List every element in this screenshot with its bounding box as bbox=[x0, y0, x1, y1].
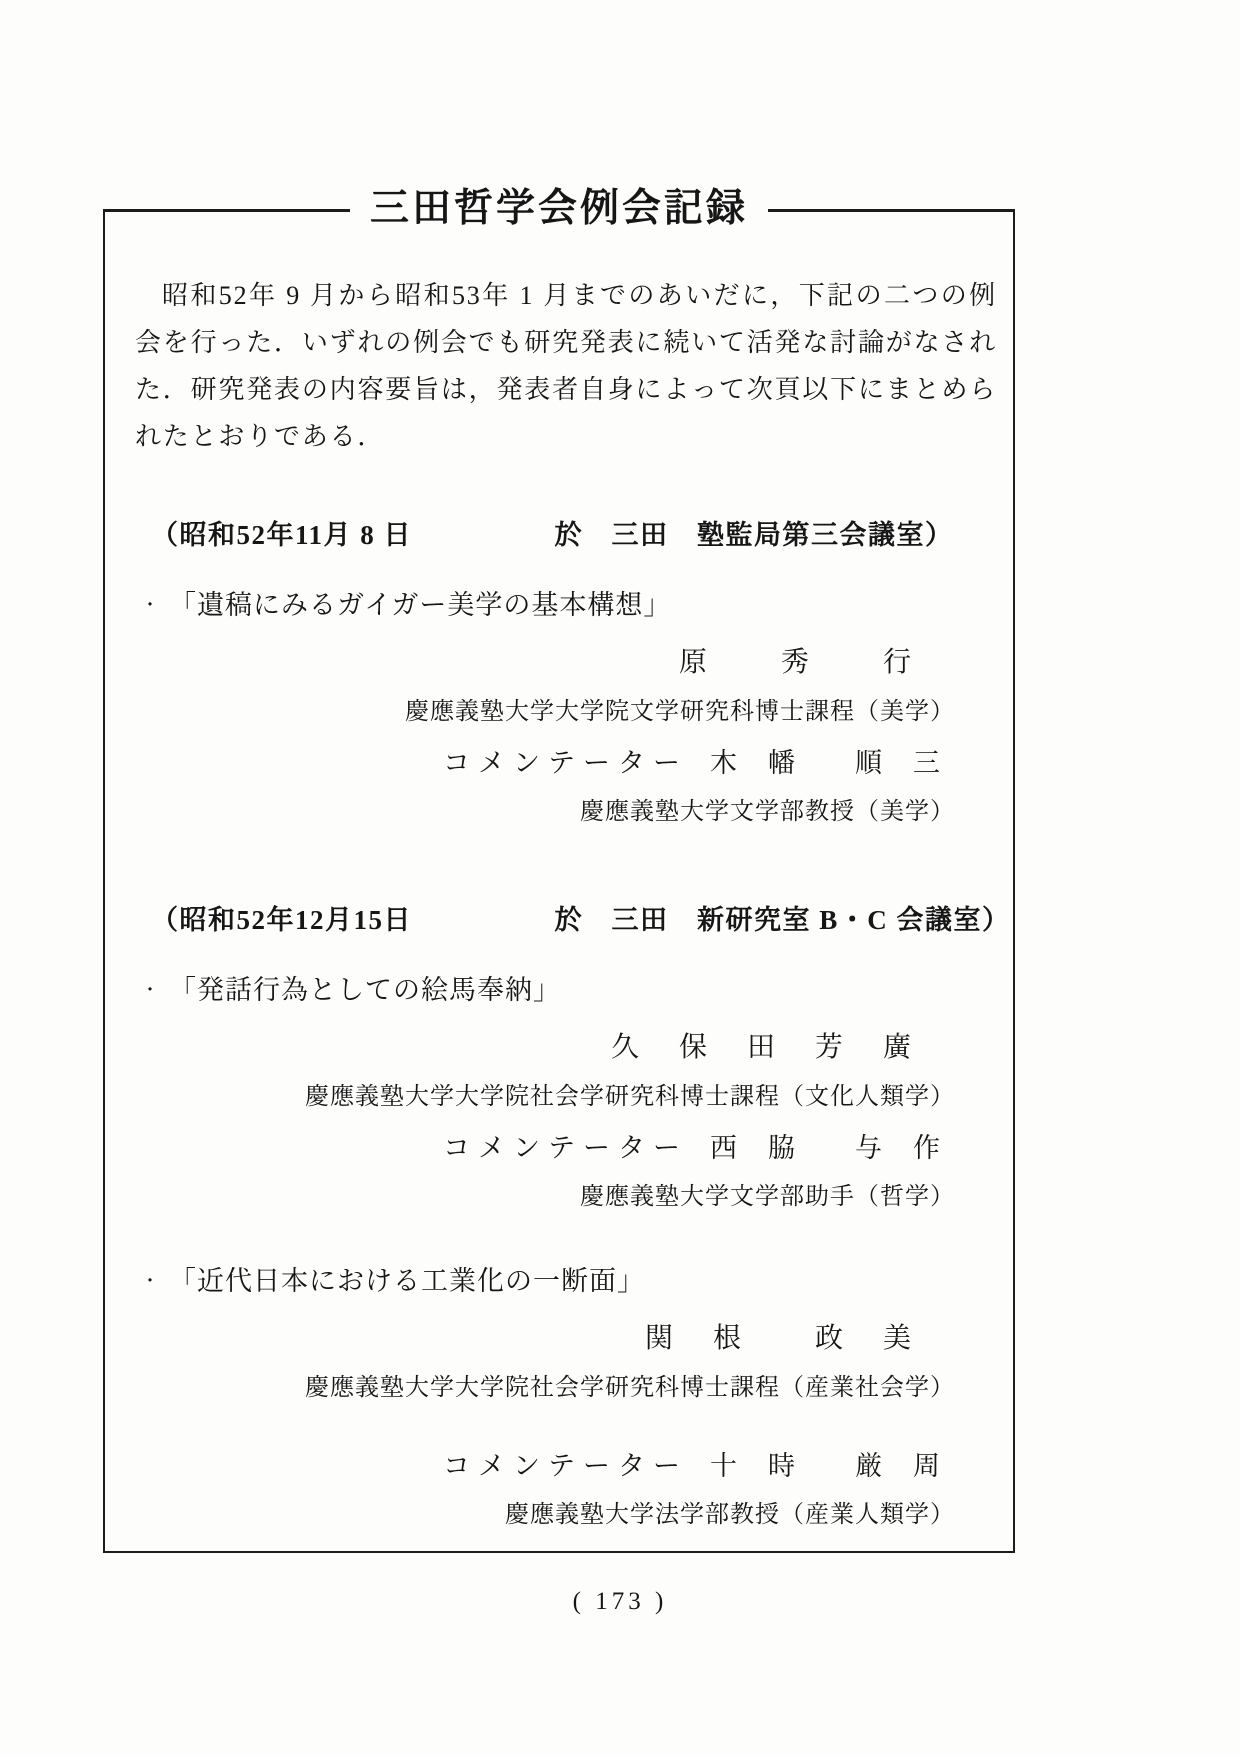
content-box bbox=[103, 209, 1015, 1553]
presentation-1-presenter-name: 原 秀 行 bbox=[678, 647, 917, 678]
presentation-3-commentator-name: 十 時 厳 周 bbox=[710, 1451, 942, 1481]
intro-paragraph: 昭和52年 9 月から昭和53年 1 月までのあいだに，下記の二つの例会を行った．いずれの例会でも研究発表に続いて活発な討論がなされた．研究発表の内容要旨は，発表者自身によって次頁以下にまとめられたとおりである． bbox=[135, 281, 997, 451]
presentation-3-title-row bbox=[135, 1261, 997, 1301]
presentation-1-commentator-row bbox=[135, 743, 997, 783]
presentation-2-title: 「発話行為としての絵馬奉納」 bbox=[169, 975, 561, 1005]
commentator-label: コメンテーター bbox=[443, 1451, 688, 1481]
presentation-2-presenter-affiliation: 慶應義塾大学大学院社会学研究科博士課程（文化人類学） bbox=[305, 1084, 955, 1110]
presentation-3-presenter-affiliation: 慶應義塾大学大学院社会学研究科博士課程（産業社会学） bbox=[305, 1375, 955, 1401]
bullet-icon: ・ bbox=[141, 980, 159, 1000]
commentator-label: コメンテーター bbox=[443, 748, 688, 778]
presentation-3-title: 「近代日本における工業化の一断面」 bbox=[169, 1266, 645, 1296]
bullet-icon: ・ bbox=[141, 1271, 159, 1291]
presentation-3-presenter-name: 関 根 政 美 bbox=[644, 1323, 917, 1354]
presentation-2-commentator-affiliation: 慶應義塾大学文学部助手（哲学） bbox=[580, 1184, 955, 1210]
presentation-1-title: 「遺稿にみるガイガー美学の基本構想」 bbox=[169, 590, 672, 620]
bullet-icon: ・ bbox=[141, 595, 159, 615]
presentation-2-presenter-name: 久 保 田 芳 廣 bbox=[610, 1032, 917, 1063]
presentation-1-title-row bbox=[135, 585, 997, 625]
presentation-1-commentator-name: 木 幡 順 三 bbox=[710, 748, 942, 778]
presentation-1-commentator-affiliation: 慶應義塾大学文学部教授（美学） bbox=[580, 799, 955, 825]
presentation-3-commentator-affiliation: 慶應義塾大学法学部教授（産業人類学） bbox=[505, 1502, 955, 1528]
meeting-2-heading: （昭和52年12月15日 於 三田 新研究室 B・C 会議室） bbox=[151, 905, 1011, 935]
presentation-2-commentator-row bbox=[135, 1128, 997, 1168]
presentation-1-presenter-affiliation: 慶應義塾大学大学院文学研究科博士課程（美学） bbox=[405, 699, 955, 725]
presentation-2-title-row bbox=[135, 970, 997, 1010]
presentation-3-commentator-row bbox=[135, 1446, 997, 1486]
page-title: 三田哲学会例会記録 bbox=[350, 186, 768, 232]
presentation-2-commentator-name: 西 脇 与 作 bbox=[710, 1133, 942, 1163]
page-number: ( 173 ) bbox=[572, 1588, 668, 1615]
meeting-1-heading: （昭和52年11月 8 日 於 三田 塾監局第三会議室） bbox=[151, 520, 954, 550]
page-title-wrap bbox=[103, 186, 1015, 232]
commentator-label: コメンテーター bbox=[443, 1133, 688, 1163]
